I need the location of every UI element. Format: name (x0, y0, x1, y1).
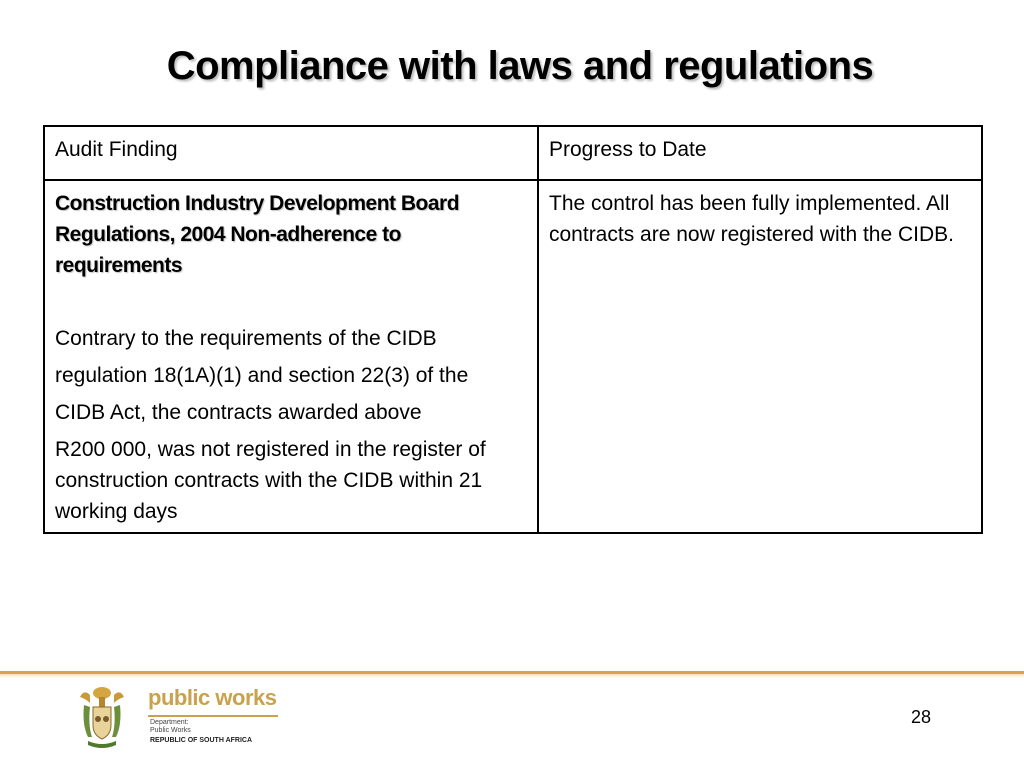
table-row (44, 180, 982, 533)
audit-finding-cell (44, 180, 538, 533)
footer-divider-shadow (0, 674, 1024, 678)
finding-body (55, 323, 527, 527)
header-audit-finding: Audit Finding (44, 126, 538, 180)
brand-underline (148, 715, 278, 717)
brand-department (150, 719, 191, 735)
finding-paragraph: R200 000, was not registered in the register of construction contracts with the CIDB within 21 working days (55, 438, 486, 523)
page-number: 28 (911, 707, 932, 727)
slide-title: Compliance with laws and regulations (166, 44, 874, 88)
finding-heading: Construction Industry Development Board Regulations, 2004 Non-adherence to requirements (55, 192, 460, 277)
finding-paragraph: CIDB Act, the contracts awarded above (55, 401, 422, 424)
finding-paragraph: regulation 18(1A)(1) and section 22(3) of the (55, 364, 469, 387)
brand-dept-line: Department: (150, 719, 189, 726)
brand-name: public works (148, 685, 277, 710)
finding-paragraph: Contrary to the requirements of the CIDB (55, 327, 437, 350)
coat-of-arms-icon (76, 685, 128, 751)
brand-dept-line: Public Works (150, 727, 191, 734)
footer-logo (76, 685, 286, 755)
header-progress-to-date: Progress to Date (538, 126, 982, 180)
progress-cell: The control has been fully implemented. All contracts are now registered with the CIDB. (538, 180, 982, 533)
brand-country: REPUBLIC OF SOUTH AFRICA (150, 737, 253, 744)
audit-table (43, 125, 983, 534)
table-header-row (44, 126, 982, 180)
